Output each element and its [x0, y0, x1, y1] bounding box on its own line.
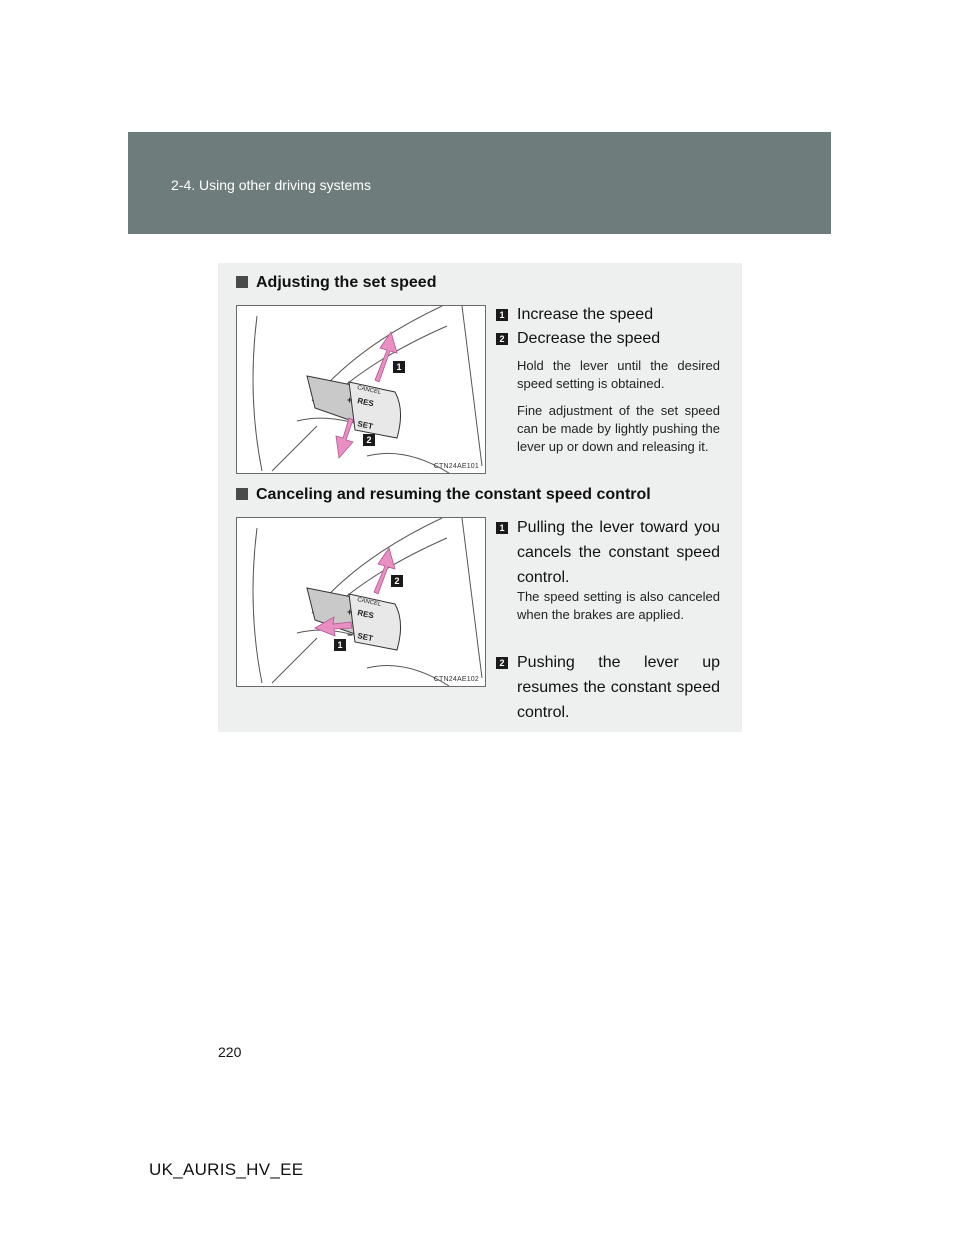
- heading-cancel: Canceling and resuming the constant speed control: [236, 486, 651, 504]
- step-item: [496, 650, 720, 725]
- callout-number: 1: [396, 362, 402, 372]
- figure-cancel: [236, 517, 486, 687]
- step-item: [496, 302, 720, 327]
- document-id: UK_AURIS_HV_EE: [149, 1160, 304, 1179]
- step-text: Increase the speed: [517, 306, 654, 323]
- lever-label-minus: −: [347, 630, 353, 640]
- step-number-badge: 2: [496, 333, 508, 345]
- lever-label-plus: +: [347, 395, 353, 405]
- callout-number: 1: [337, 640, 343, 650]
- lever-illustration-adjust: [237, 306, 486, 474]
- figure-code: CTN24AE102: [433, 676, 479, 683]
- step-number-badge: 2: [496, 657, 508, 669]
- lever-label-cancel: CANCEL: [356, 385, 382, 397]
- square-bullet-icon: [236, 276, 248, 288]
- arrow-down-icon: [336, 418, 353, 458]
- note-text: The speed setting is also canceled when the brakes are applied.: [517, 589, 720, 622]
- lever-illustration-cancel: [237, 518, 486, 687]
- step-item: [496, 515, 720, 590]
- header-band: [128, 132, 831, 234]
- callout-number: 2: [366, 435, 372, 445]
- arrow-up-icon: [375, 332, 397, 382]
- page-number: 220: [218, 1044, 242, 1060]
- figure-adjust: [236, 305, 486, 474]
- lever-label-plus: +: [347, 607, 353, 617]
- section-title: 2-4. Using other driving systems: [171, 177, 371, 193]
- heading-adjust: Adjusting the set speed: [236, 274, 436, 292]
- square-bullet-icon: [236, 488, 248, 500]
- step-text: Pulling the lever toward you cancels the constant speed control.: [517, 519, 720, 586]
- step-text: Pushing the lever up resumes the constant speed control.: [517, 654, 720, 721]
- callout-number: 2: [394, 576, 400, 586]
- step-number-badge: 1: [496, 522, 508, 534]
- lever-label-cancel: CANCEL: [356, 597, 382, 609]
- lever-label-res: RES: [356, 396, 375, 409]
- lever-label-set: SET: [356, 419, 374, 432]
- lever-label-res: RES: [356, 608, 375, 621]
- step-item: [496, 326, 720, 351]
- note-text: Hold the lever until the desired speed setting is obtained.: [517, 358, 720, 391]
- step-text: Decrease the speed: [517, 330, 661, 347]
- lever-label-set: SET: [356, 631, 374, 644]
- step-number-badge: 1: [496, 309, 508, 321]
- note-text: Fine adjustment of the set speed can be made by lightly pushing the lever up or down and releasing it.: [517, 403, 720, 454]
- figure-code: CTN24AE101: [433, 463, 479, 470]
